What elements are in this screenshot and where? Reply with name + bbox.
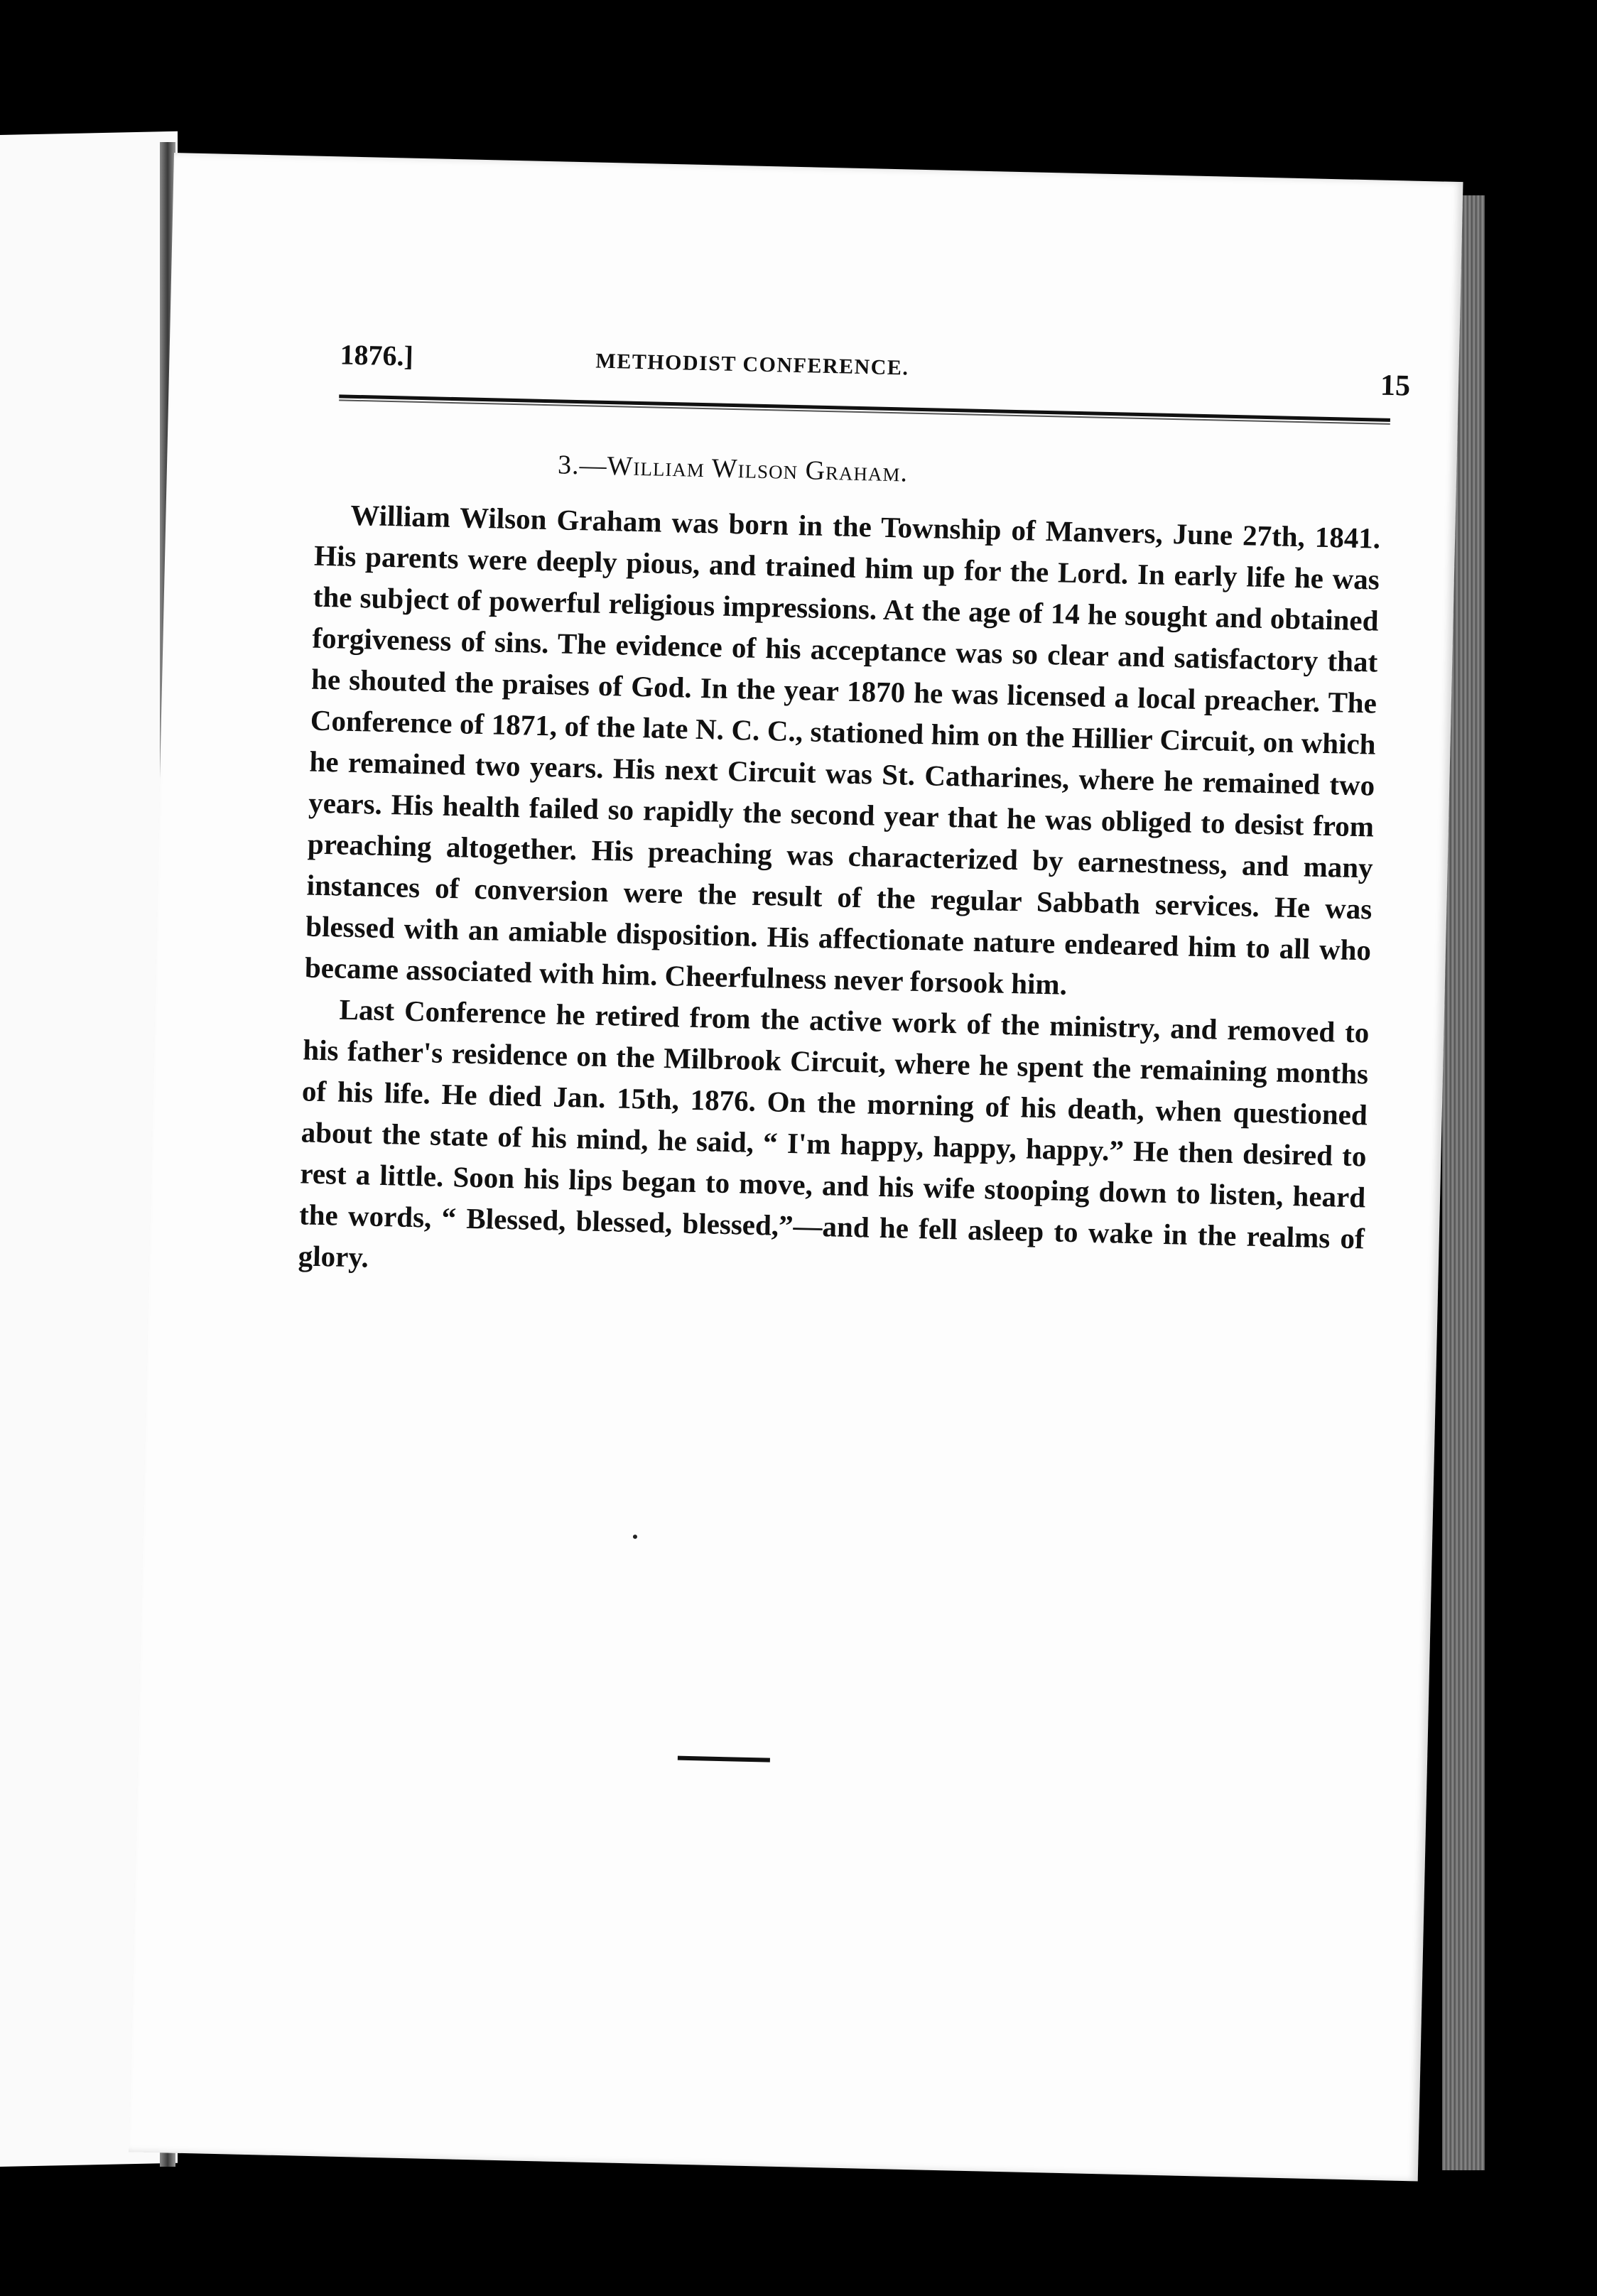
- paragraph-1: William Wilson Graham was born in the Township of Manvers, June 27th, 1841. His parents were deeply pious, and trained him up for the Lord. In early life he was the subject of powerful religious impressions. At the age of 14 he sought and obtained forgiveness of sins. The evidence of his acceptance was so clear and satisfactory that he shouted the praises of God. In the year 1870 he was licensed a local preacher. The Conference of 1871, of the late N. C. C., stationed him on the Hillier Circuit, on which he remained two years. His next Circuit was St. Catharines, where he remained two years. His health failed so rapidly the second year that he was obliged to desist from preaching altogether. His preaching was characterized by earnestness, and many instances of conversion were the result of the regular Sabbath services. He was blessed with an amiable disposition. His affectionate nature endeared him to all who became associated with him. Cheerfulness never forsook him.: [304, 498, 1381, 1001]
- page-number: 15: [1380, 369, 1411, 403]
- running-head-year: 1876.]: [340, 338, 414, 372]
- body-text: [298, 494, 1381, 1301]
- book-page: [129, 153, 1463, 2181]
- running-head-title: METHODIST CONFERENCE.: [595, 349, 909, 380]
- paragraph-2: Last Conference he retired from the active work of the ministry, and removed to his father's residence on the Milbrook Circuit, where he spent the remaining months of his life. He died Jan. 15th, 1876. On the morning of his death, when questioned about the state of his mind, he said, “ I'm happy, happy, happy.” He then desired to rest a little. Soon his lips began to move, and his wife stooping down to listen, heard the words, “ Blessed, blessed, blessed,”—and he fell asleep to wake in the realms of glory.: [298, 992, 1370, 1274]
- stray-mark: [633, 1534, 637, 1539]
- section-end-rule: [678, 1756, 770, 1762]
- section-title: 3.—William Wilson Graham.: [557, 450, 909, 488]
